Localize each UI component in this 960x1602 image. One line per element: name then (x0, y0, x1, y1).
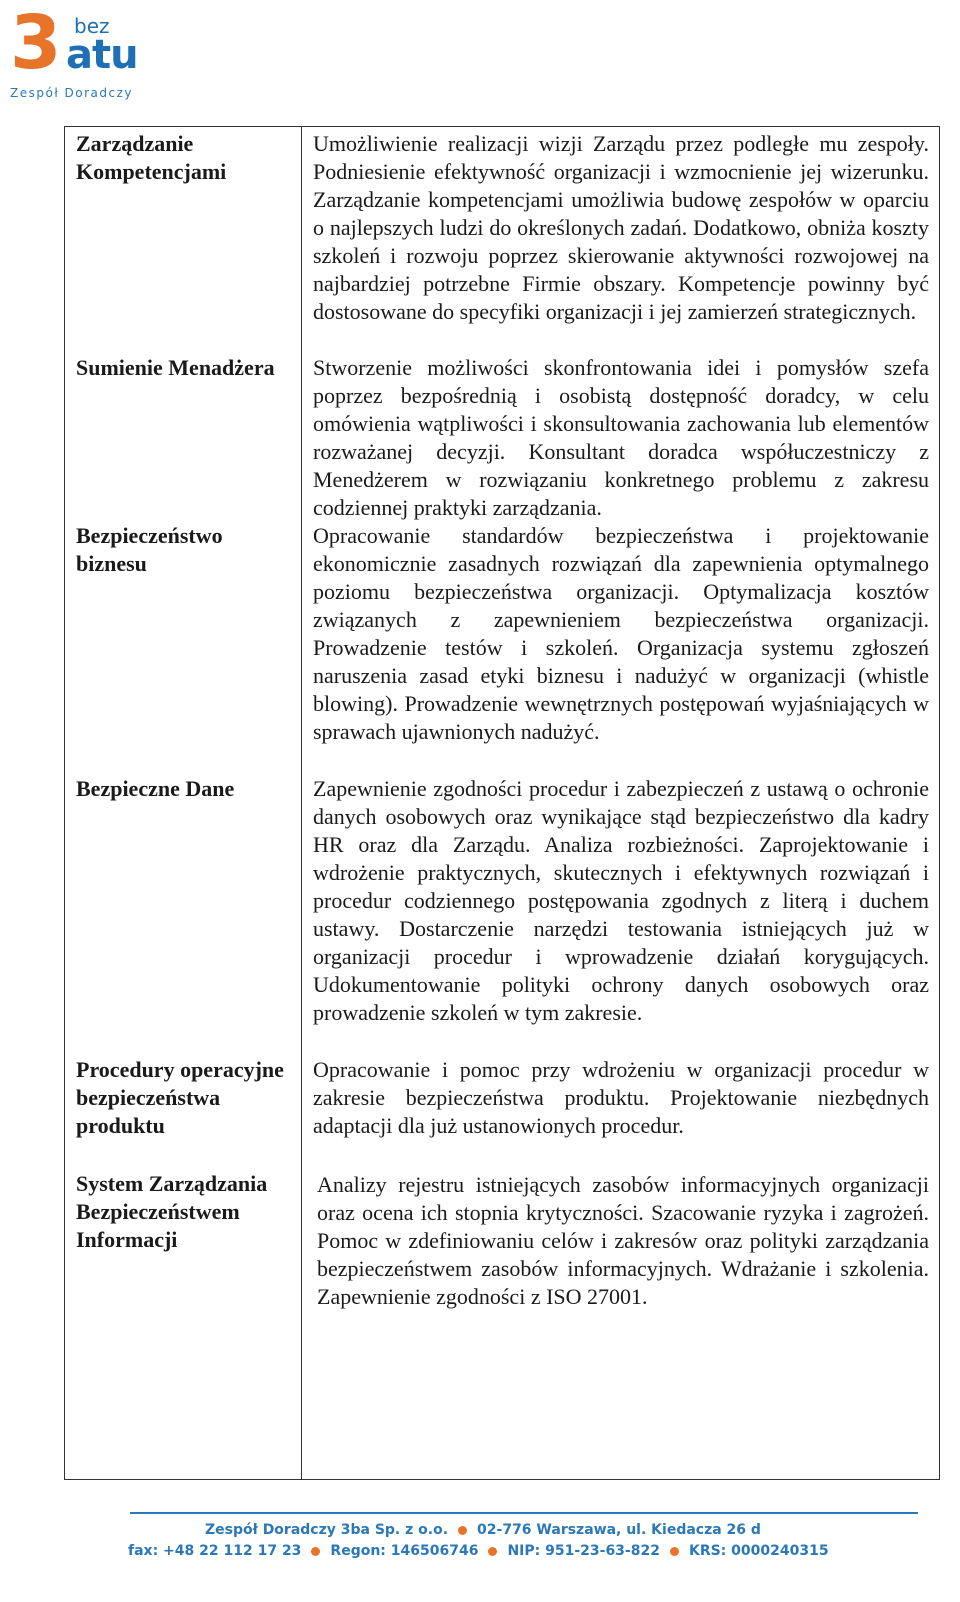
footer-nip: NIP: 951-23-63-822 (507, 1543, 660, 1559)
company-logo (10, 0, 140, 100)
service-name: System Zarządzania Bezpieczeństwem Informacji (76, 1171, 268, 1252)
logo-subtitle: Zespół Doradczy (10, 86, 134, 100)
column-divider (301, 127, 302, 1479)
logo-atu: atu (66, 32, 138, 78)
logo-bez: bez (74, 14, 110, 38)
service-description: Umożliwienie realizacji wizji Zarządu przez podległe mu zespoły. Podniesienie efektywność organizacji i wzmocnienie jej wizerunku. Zarządzanie kompetencjami umożliwia budowę zespołów w oparciu o najlepszych ludzi do określonych zadań. Dodatkowo, obniża koszty szkoleń i rozwoju poprzez skierowanie aktywności rozwojowej na najbardziej potrzebne Firmie obszary. Kompetencje powinny być dostosowane do specyfiki organizacji i jej zamierzeń strategicznych. (313, 131, 929, 324)
footer-divider (130, 1512, 918, 1514)
footer-address: 02-776 Warszawa, ul. Kiedacza 26 d (477, 1522, 761, 1538)
services-table (64, 126, 940, 1480)
footer-registration-line (128, 1543, 829, 1559)
service-description: Opracowanie i pomoc przy wdrożeniu w organizacji procedur w zakresie bezpieczeństwa produktu. Projektowanie niezbędnych adaptacji dla już ustanowionych procedur. (313, 1057, 929, 1138)
footer-fax: fax: +48 22 112 17 23 (128, 1543, 302, 1559)
footer-company: Zespół Doradczy 3ba Sp. z o.o. (205, 1522, 449, 1538)
service-name: Sumienie Menadżera (76, 355, 275, 380)
service-description: Opracowanie standardów bezpieczeństwa i projektowanie ekonomicznie zasadnych rozwiązań dla zapewnienia optymalnego poziomu bezpieczeństwa organizacji. Optymalizacja kosztów związanych z zapewnieniem bezpieczeństwa organizacji. Prowadzenie testów i szkoleń. Organizacja systemu zgłoszeń naruszenia zasad etyki biznesu i nadużyć w organizacji (whistle blowing). Prowadzenie wewnętrznych postępowań wyjaśniających w sprawach ujawnionych nadużyć. (313, 523, 929, 744)
service-description: Analizy rejestru istniejących zasobów informacyjnych organizacji oraz ocena ich stopnia krytyczności. Szacowanie ryzyka i zagrożeń. Pomoc w zdefiniowaniu celów i zakresów oraz polityki zarządzania bezpieczeństwem zasobów informacyjnych. Wdrażanie i szkolenia. Zapewnienie zgodności z ISO 27001. (317, 1172, 929, 1309)
bullet-icon (311, 1547, 320, 1556)
logo-three: 3 (10, 0, 58, 86)
service-description: Zapewnienie zgodności procedur i zabezpieczeń z ustawą o ochronie danych osobowych oraz wynikające stąd bezpieczeństwo dla kadry HR oraz dla Zarządu. Analiza rozbieżności. Zaprojektowanie i wdrożenie praktycznych, skutecznych i efektywnych rozwiązań i procedur codziennego postępowania zgodnych z literą i duchem ustawy. Dostarczenie narzędzi testowania istniejących już w organizacji procedur i wprowadzenie działań korygujących. Udokumentowanie polityki ochrony danych osobowych oraz prowadzenie szkoleń w tym zakresie. (313, 776, 929, 1025)
footer-company-line (205, 1522, 761, 1538)
bullet-icon (670, 1547, 679, 1556)
service-description: Stworzenie możliwości skonfrontowania idei i pomysłów szefa poprzez bezpośrednią i osobistą dostępność doradcy, w celu omówienia wątpliwości i skonsultowania zachowania lub elementów rozważanej decyzji. Konsultant doradca współuczestniczy z Menedżerem w rozwiązaniu konkretnego problemu z zakresu codziennej praktyki zarządzania. (313, 355, 929, 520)
footer-krs: KRS: 0000240315 (688, 1543, 829, 1559)
footer-regon: Regon: 146506746 (330, 1543, 479, 1559)
service-name: Bezpieczne Dane (76, 776, 235, 801)
bullet-icon (488, 1547, 497, 1556)
bullet-icon (458, 1526, 467, 1535)
service-name: Zarządzanie Kompetencjami (76, 131, 227, 184)
service-name: Procedury operacyjne bezpieczeństwa produktu (76, 1057, 284, 1138)
service-name: Bezpieczeństwo biznesu (76, 523, 223, 576)
